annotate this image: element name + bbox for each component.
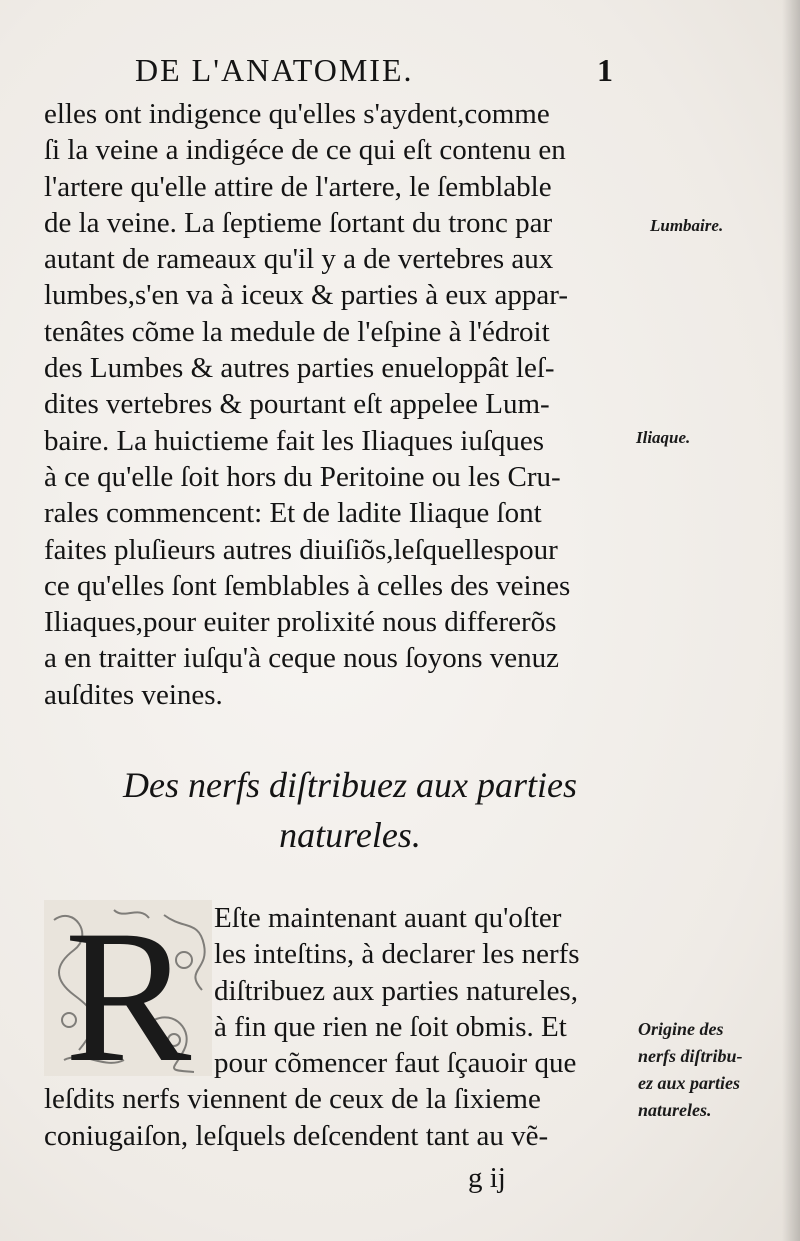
text-line: pour cõmencer faut ſçauoir que xyxy=(214,1047,577,1080)
margin-note-line: ez aux parties xyxy=(638,1073,741,1093)
section-heading xyxy=(70,760,630,860)
text-line: rales commencent: Et de ladite Iliaque ſont xyxy=(44,497,542,530)
section-heading-line-1: Des nerfs diſtribuez aux parties xyxy=(123,765,577,805)
text-line: baire. La huictieme fait les Iliaques iuſques xyxy=(44,424,545,457)
drop-cap-letter: R xyxy=(64,900,192,1076)
text-line: diſtribuez aux parties natureles, xyxy=(214,974,578,1007)
text-line: ſi la veine a indigéce de ce qui eſt contenu en xyxy=(44,134,566,167)
running-head xyxy=(135,52,615,96)
margin-note-iliaque: Iliaque. xyxy=(636,428,691,447)
text-line: à ce qu'elle ſoit hors du Peritoine ou les Cru- xyxy=(44,460,561,493)
text-line: auſdites veines. xyxy=(44,678,223,711)
margin-note-lumbaire: Lumbaire. xyxy=(650,216,724,235)
text-line: ce qu'elles ſont ſemblables à celles des veines xyxy=(44,569,571,602)
running-head-title: DE L'ANATOMIE. xyxy=(135,52,414,88)
margin-note-line: Origine des xyxy=(638,1019,724,1039)
text-line: dites vertebres & pourtant eſt appelee Lum- xyxy=(44,388,550,421)
text-line: Iliaques,pour euiter prolixité nous differerõs xyxy=(44,606,557,639)
text-line: faites pluſieurs autres diuiſiõs,leſquellespour xyxy=(44,533,558,566)
text-line: leſdits nerfs viennent de ceux de la ſixieme xyxy=(44,1083,541,1116)
page-edge-shadow xyxy=(782,0,800,1241)
margin-note-origine xyxy=(638,1016,743,1124)
signature-mark: g ij xyxy=(468,1162,506,1194)
text-line: les inteſtins, à declarer les nerfs xyxy=(214,938,580,971)
paragraph-1 xyxy=(44,96,644,713)
text-line: autant de rameaux qu'il y a de vertebres aux xyxy=(44,243,554,276)
text-line: lumbes,s'en va à iceux & parties à eux appar- xyxy=(44,279,569,312)
text-line: tenâtes cõme la medule de l'eſpine à l'édroit xyxy=(44,315,550,348)
text-line: elles ont indigence qu'elles s'aydent,comme xyxy=(44,98,550,130)
text-line: des Lumbes & autres parties enueloppât leſ- xyxy=(44,352,555,385)
section-heading-line-2: natureles. xyxy=(279,815,421,855)
text-line: a en traitter iuſqu'à ceque nous ſoyons venuz xyxy=(44,642,559,675)
margin-note-line: nerfs diſtribu- xyxy=(638,1046,743,1066)
margin-note-line: natureles. xyxy=(638,1100,712,1120)
text-line: à fin que rien ne ſoit obmis. Et xyxy=(214,1010,567,1043)
text-line: l'artere qu'elle attire de l'artere, le ſemblable xyxy=(44,170,552,203)
text-line: coniugaiſon, leſquels deſcendent tant au vẽ- xyxy=(44,1119,549,1152)
text-line: Eſte maintenant auant qu'oſter xyxy=(214,902,562,934)
paragraph-2 xyxy=(44,900,644,1154)
page-number: 1 xyxy=(597,52,615,88)
text-line: de la veine. La ſeptieme ſortant du tronc par xyxy=(44,206,553,239)
